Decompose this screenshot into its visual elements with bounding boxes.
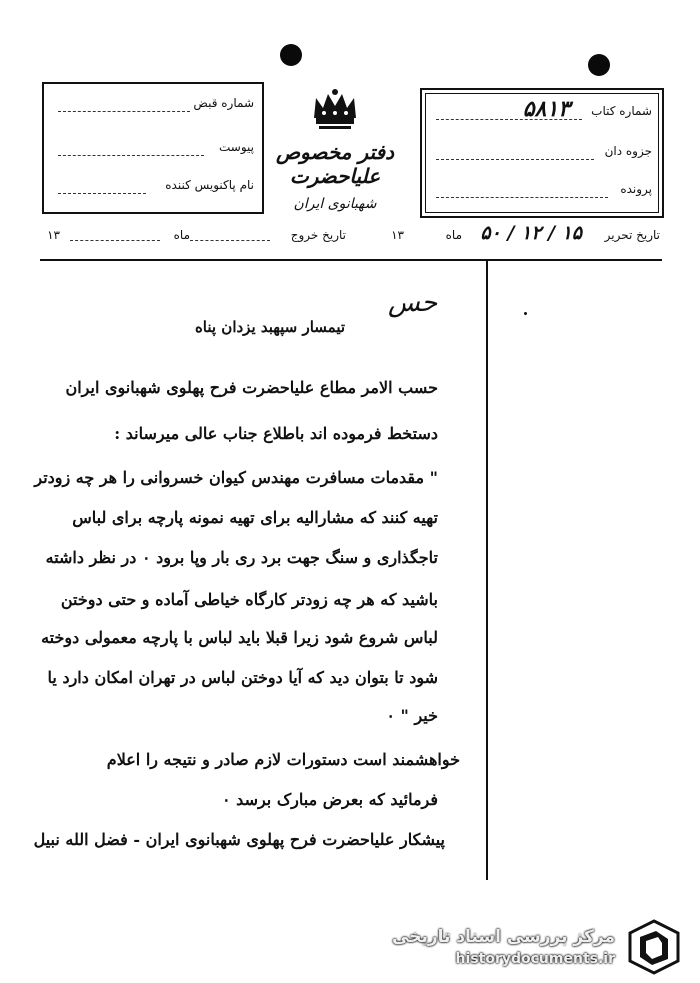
copyist-name-field: نام پاکنویس کننده: [54, 178, 254, 198]
book-number-value: ۵۸۱۳: [522, 96, 570, 122]
body-line: خیر " ٠: [386, 706, 438, 725]
body-line: باشید که هر چه زودتر کارگاه خیاطی آماده و حتی دوختن: [60, 590, 438, 609]
addressee-heading: تیمسار سپهبد یزدان پناه: [194, 318, 346, 336]
punch-hole-right: [588, 54, 610, 76]
left-header-box: [42, 82, 264, 214]
folder-field: جزوه دان: [432, 144, 652, 164]
archive-url: historydocuments.ir: [455, 951, 615, 967]
body-line: خواهشمند است دستورات لازم صادر و نتیجه را اعلام: [106, 750, 460, 769]
write-date-label: تاریخ تحریر: [604, 228, 660, 242]
body-line: شود تا بتوان دید که آیا دوختن لباس در تهران امکان دارد یا: [47, 668, 438, 687]
archive-logo-icon: [626, 919, 682, 975]
letterhead-title: دفتر مخصوص علیاحضرت: [276, 140, 394, 188]
book-number-field: شماره کتاب ۵۸۱۳: [432, 104, 652, 124]
letterhead: [255, 140, 415, 212]
signature-line: پیشکار علیاحضرت فرح پهلوی شهبانوی ایران - فضل الله نبیل: [33, 830, 445, 849]
archive-watermark: [392, 915, 690, 975]
body-line: لباس شروع شود زیرا قبلا باید لباس با پارچه معمولی دوخته: [41, 628, 438, 647]
archive-name-fa: مرکز بررسی اسناد تاریخی: [392, 927, 615, 947]
body-line: تاجگذاری و سنگ جهت برد ری بار وپا برود ٠ در نظر داشته: [45, 548, 438, 567]
body-line: تهیه کنند که مشارالیه برای تهیه نمونه پارچه برای لباس: [72, 508, 438, 527]
write-year-label: ۱۳: [391, 228, 404, 242]
receipt-number-field: شماره قبض: [54, 96, 254, 116]
body-line: حسب الامر مطاع علیاحضرت فرح پهلوی شهبانوی ایران: [65, 378, 438, 397]
letterhead-subtitle: شهبانوی ایران: [293, 196, 377, 212]
margin-rule: [486, 260, 488, 880]
exit-month-label: ماه: [173, 228, 190, 242]
crown-emblem-icon: [310, 88, 360, 132]
exit-date-label: تاریخ خروج: [290, 228, 346, 242]
file-field: پرونده: [432, 182, 652, 202]
margin-note: حس: [388, 288, 438, 318]
body-line: دستخط فرموده اند باطلاع جناب عالی میرساند :: [114, 424, 438, 443]
punch-hole-left: [280, 44, 302, 66]
write-month-label: ماه: [445, 228, 462, 242]
exit-year-label: ۱۳: [47, 228, 60, 242]
attachment-field: پیوست: [54, 140, 254, 160]
right-header-box: [420, 88, 664, 218]
body-line: " مقدمات مسافرت مهندس کیوان خسروانی را هر چه زودتر: [34, 468, 438, 487]
body-line: فرمائید که بعرض مبارک برسد ٠: [222, 790, 438, 809]
date-row: [40, 222, 660, 248]
write-date-value: ۱۵ / ۱۲ / ۵۰: [480, 222, 582, 244]
margin-dot: [524, 312, 527, 315]
header-rule: [40, 259, 662, 261]
